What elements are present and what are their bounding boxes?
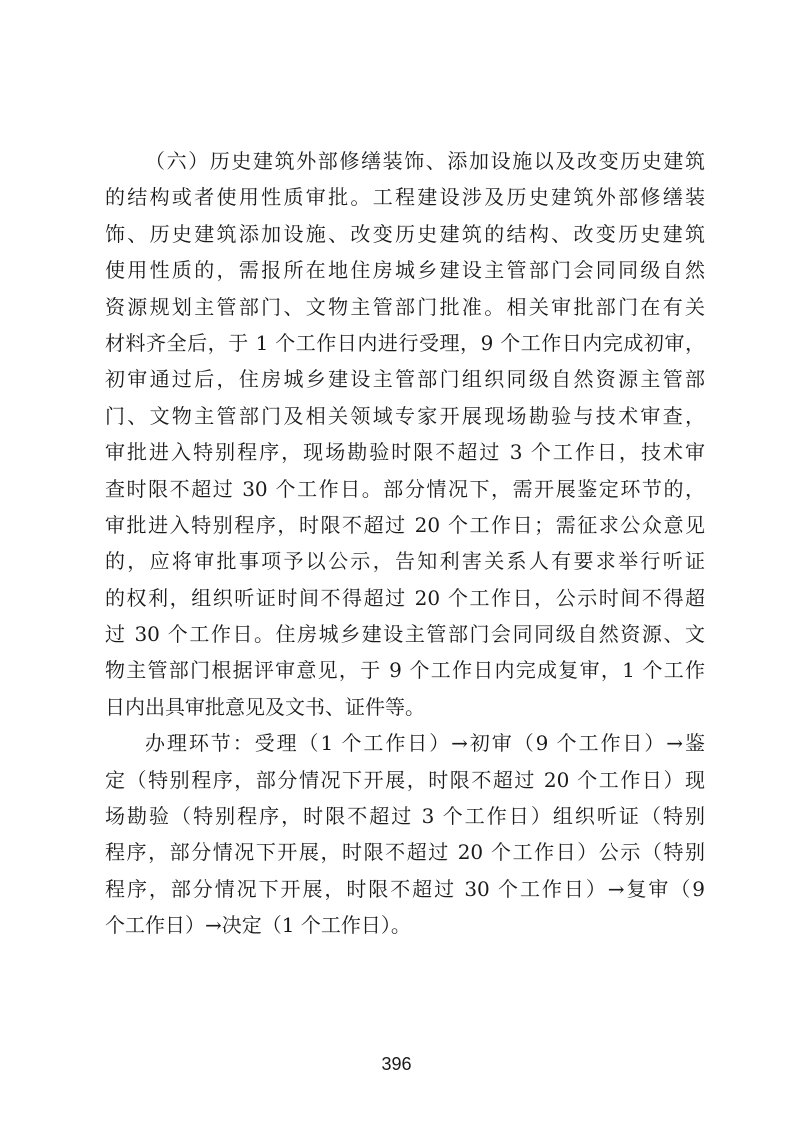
paragraph-approval-description xyxy=(105,143,705,725)
text-line: 程序，部分情况下开展，时限不超过 30 个工作日）→复审（9 xyxy=(105,876,705,901)
text-line: 查时限不超过 30 个工作日。部分情况下，需开展鉴定环节的， xyxy=(105,476,705,501)
text-line: 审批进入特别程序，时限不超过 20 个工作日；需征求公众意见 xyxy=(105,512,705,537)
page-number: 396 xyxy=(381,1054,412,1074)
text-line: 程序，部分情况下开展，时限不超过 20 个工作日）公示（特别 xyxy=(105,840,705,865)
text-line: 场勘验（特别程序，时限不超过 3 个工作日）组织听证（特别 xyxy=(105,804,705,829)
text-line: 材料齐全后，于 1 个工作日内进行受理，9 个工作日内完成初审， xyxy=(105,330,705,355)
text-line: 过 30 个工作日。住房城乡建设主管部门会同同级自然资源、文 xyxy=(105,622,705,647)
text-line: 定（特别程序，部分情况下开展，时限不超过 20 个工作日）现 xyxy=(105,767,705,792)
text-line: 日内出具审批意见及文书、证件等。 xyxy=(105,694,425,719)
text-line: 个工作日）→决定（1 个工作日）。 xyxy=(105,913,411,938)
text-line: 的权利，组织听证时间不得超过 20 个工作日，公示时间不得超 xyxy=(105,585,705,610)
text-line: 物主管部门根据评审意见，于 9 个工作日内完成复审，1 个工作 xyxy=(105,658,705,683)
text-line: 饰、历史建筑添加设施、改变历史建筑的结构、改变历史建筑 xyxy=(105,221,705,246)
text-line: 门、文物主管部门及相关领域专家开展现场勘验与技术审查， xyxy=(105,403,705,428)
text-line: 审批进入特别程序，现场勘验时限不超过 3 个工作日，技术审 xyxy=(105,440,705,465)
text-line: 使用性质的，需报所在地住房城乡建设主管部门会同同级自然 xyxy=(105,258,705,283)
paragraph-process-steps xyxy=(105,725,705,943)
text-line: 资源规划主管部门、文物主管部门批准。相关审批部门在有关 xyxy=(105,294,705,319)
document-body xyxy=(105,143,705,944)
text-line: （六）历史建筑外部修缮装饰、添加设施以及改变历史建筑 xyxy=(145,149,705,173)
text-line: 的，应将审批事项予以公示，告知利害关系人有要求举行听证 xyxy=(105,549,705,574)
text-line: 初审通过后，住房城乡建设主管部门组织同级自然资源主管部 xyxy=(105,367,705,392)
text-line: 办理环节：受理（1 个工作日）→初审（9 个工作日）→鉴 xyxy=(145,731,705,756)
text-line: 的结构或者使用性质审批。工程建设涉及历史建筑外部修缮装 xyxy=(105,185,705,210)
